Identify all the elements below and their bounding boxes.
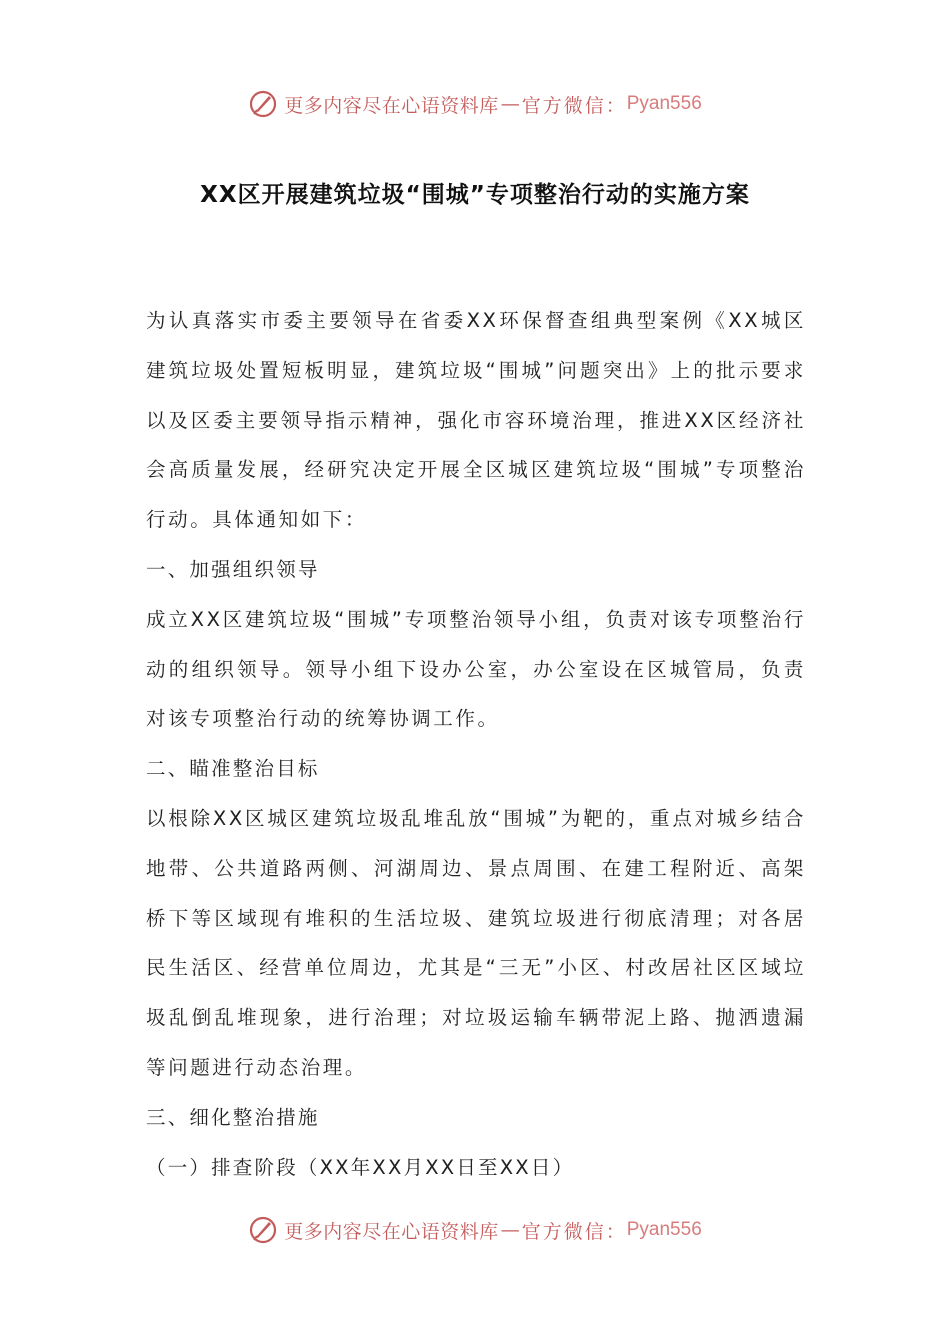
quill-logo-icon [248,1215,278,1245]
watermark-text: 更多内容尽在心语资料库 [284,1220,499,1243]
watermark-label: 官方微信： [521,94,627,117]
watermark-dash: — [500,93,520,115]
document-title: XX区开展建筑垃圾“围城”专项整治行动的实施方案 [200,182,750,208]
watermark-banner-bottom [0,1210,950,1250]
section-heading-3: 三、细化整治措施 [146,1105,320,1129]
subsection-heading-1: （一）排查阶段（XX年XX月XX日至XX日） [146,1155,575,1179]
section-heading-2: 二、瞄准整治目标 [146,757,320,781]
watermark-text: 更多内容尽在心语资料库 [284,94,499,117]
watermark-banner-top [0,84,950,124]
quill-logo-icon [248,89,278,119]
watermark-dash: — [500,1219,520,1241]
watermark-id: Pyan556 [626,1219,702,1240]
document-body [146,296,806,1192]
section-heading-1: 一、加强组织领导 [146,557,320,581]
section-paragraph-2: 以根除XX区城区建筑垃圾乱堆乱放“围城”为靶的，重点对城乡结合地带、公共道路两侧、河湖周边、景点周围、在建工程附近、高架桥下等区域现有堆积的生活垃圾、建筑垃圾进行彻底清理；对各居民生活区、经营单位周边，尤其是“三无”小区、村改居社区区域垃圾乱倒乱堆现象，进行治理；对垃圾运输车辆带泥上路、抛洒遗漏等问题进行动态治理。 [146,806,806,1079]
watermark-label: 官方微信： [521,1220,627,1243]
section-paragraph-1: 成立XX区建筑垃圾“围城”专项整治领导小组，负责对该专项整治行动的组织领导。领导小组下设办公室，办公室设在区城管局，负责对该专项整治行动的统筹协调工作。 [146,607,806,731]
intro-paragraph: 为认真落实市委主要领导在省委XX环保督查组典型案例《XX城区建筑垃圾处置短板明显，建筑垃圾“围城”问题突出》上的批示要求以及区委主要领导指示精神，强化市容环境治理，推进XX区经济社会高质量发展，经研究决定开展全区城区建筑垃圾“围城”专项整治行动。具体通知如下： [146,309,806,532]
watermark-id: Pyan556 [626,93,702,114]
